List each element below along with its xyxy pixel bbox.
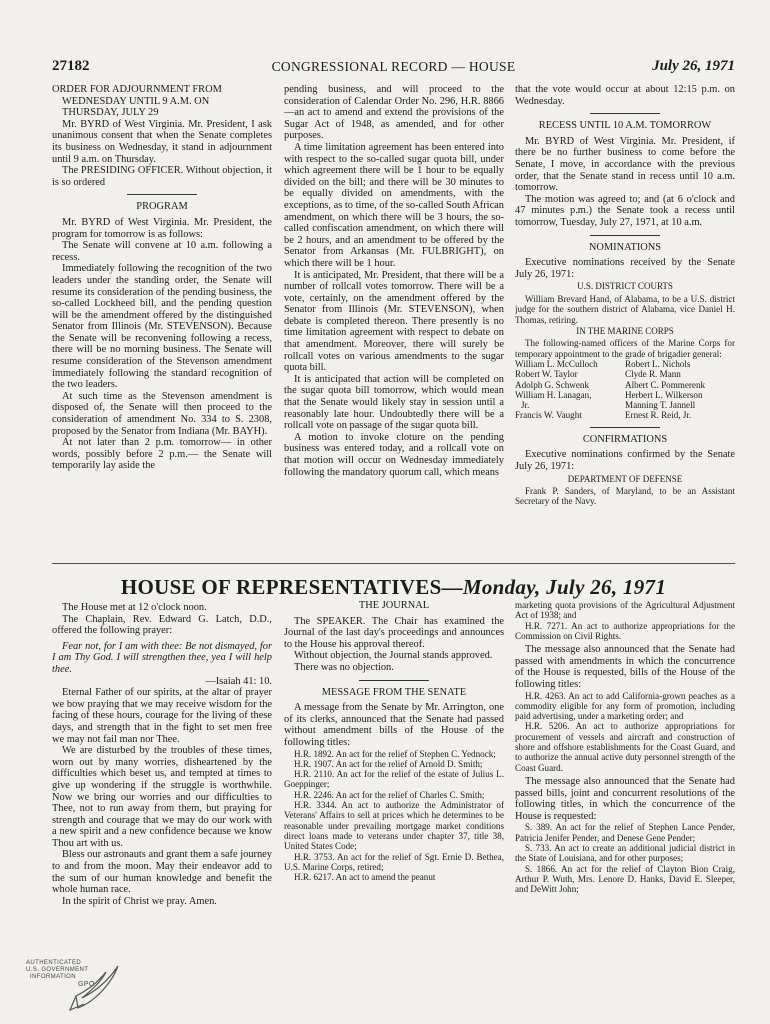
paragraph: Eternal Father of our spirits, at the altar of prayer we bow praying that we may receive wisdom for the facing of these hours, courage for the living of these days, and strength that in the fight to set men free we may not fail man nor Thee.	[52, 687, 272, 745]
paragraph: A motion to invoke cloture on the pending business was entered today, and a rollcall vote on that motion will occur on Wednesday immediately following the mandatory quorum call, which means	[284, 431, 504, 478]
nominee-name: Robert W. Taylor	[515, 369, 578, 380]
seal-line: INFORMATION	[30, 974, 76, 980]
bill-entry: H.R. 2110. An act for the relief of the estate of Julius L. Goeppinger;	[284, 769, 504, 790]
section-heading: PROGRAM	[136, 201, 188, 213]
senate-column-2	[284, 84, 504, 554]
nominee-name: Manning T. Jannell	[625, 400, 696, 411]
section-heading: CONFIRMATIONS	[582, 433, 668, 445]
seal-line: GPO	[78, 981, 95, 988]
nominee-name: Herbert L. Wilkerson	[625, 389, 703, 400]
paragraph: A time limitation agreement has been entered into with respect to the so-called sugar quota bill, under which agreement there will be 1 hour to be equally divided on the bill; and there will be 30 minutes to be equally divided on amendments, with the exceptions, as to time, of the so-called South African amendment, on which there will be 3 hours, the so-called confiscation amendment, on which there will be 2 hours, and an amendment to be offered by the Senator from Arkansas (Mr. FULBRIGHT), on which there will be 1 hour.	[284, 141, 504, 269]
page-header	[52, 58, 735, 76]
paragraph: that the vote would occur at about 12:15 p.m. on Wednesday.	[515, 84, 735, 107]
nominee-name: Robert L. Nichols	[625, 358, 691, 369]
nominee-name: Francis W. Vaught	[515, 410, 582, 421]
paragraph: Without objection, the Journal stands approved.	[294, 650, 493, 662]
subheading: DEPARTMENT OF DEFENSE	[567, 473, 683, 484]
section-heading: WEDNESDAY UNTIL 9 A.M. ON	[62, 95, 210, 107]
paragraph: Frank P. Sanders, of Maryland, to be an Assistant Secretary of the Navy.	[515, 486, 735, 507]
paragraph: The message also announced that the Senate had passed with amendments in which the concurrence of the House is requested, bills of the House of the following titles:	[515, 644, 735, 690]
paragraph: It is anticipated that action will be completed on the sugar quota bill tomorrow, which would mean that the Senate would likely stay in session until a reasonably late hour. Undoubtedly there will be a rollcall vote on passage of the sugar quota bill.	[284, 373, 504, 432]
senate-column-3	[515, 84, 735, 554]
bill-entry: H.R. 2246. An act for the relief of Charles C. Smith;	[294, 789, 485, 800]
divider	[590, 235, 660, 236]
paragraph: Executive nominations received by the Senate July 26, 1971:	[515, 257, 735, 280]
paragraph: The motion was agreed to; and (at 6 o'clock and 47 minutes p.m.) the Senate took a recess until tomorrow, Tuesday, July 27, 1971, at 10 a.m.	[515, 193, 735, 228]
nominee-name: William H. Lanagan,	[515, 389, 592, 400]
journal-title: CONGRESSIONAL RECORD — HOUSE	[271, 59, 516, 74]
scripture-quote: Fear not, for I am with thee: Be not dismayed, for I am Thy God. I will strengthen thee, yea I will help thee.	[52, 640, 272, 675]
divider	[359, 680, 429, 681]
paragraph: The SPEAKER. The Chair has examined the Journal of the last day's proceedings and announces to the House his approval thereof.	[284, 615, 504, 650]
nominee-name: Jr.	[521, 400, 530, 411]
section-heading: NOMINATIONS	[588, 241, 662, 253]
section-heading: MESSAGE FROM THE SENATE	[321, 686, 467, 698]
bill-entry: S. 1866. An act for the relief of Clayton Bion Craig, Arthur P. Wuth, Mrs. Lenore D. Hanks, David E. Sleeper, and DeWitt John;	[515, 863, 735, 895]
paragraph: pending business, and will proceed to the consideration of Calendar Order No. 296, H.R. 8866—an act to amend and extend the provisions of the Sugar Act of 1948, as amended, and for other purposes.	[284, 84, 504, 142]
bill-entry: S. 733. An act to create an additional judicial district in the State of Louisiana, and for other purposes;	[515, 842, 735, 864]
section-divider	[52, 563, 735, 564]
header-date: July 26, 1971	[652, 58, 735, 74]
paragraph: The House met at 12 o'clock noon.	[62, 602, 207, 613]
divider	[590, 113, 660, 114]
house-column-3	[515, 600, 735, 960]
house-banner-title: HOUSE OF REPRESENTATIVES—	[120, 575, 463, 599]
paragraph: The following-named officers of the Marine Corps for temporary appointment to the grade of brigadier general:	[515, 338, 735, 359]
paragraph: Mr. BYRD of West Virginia. Mr. President, the program for tomorrow is as follows:	[52, 216, 272, 240]
bill-entry: S. 389. An act for the relief of Stephen Lance Pender, Patricia Jenifer Pender, and Denese Gene Pender;	[515, 822, 735, 843]
house-banner-date: Monday, July 26, 1971	[462, 575, 667, 599]
subheading: U.S. DISTRICT COURTS	[577, 281, 673, 292]
bill-entry: H.R. 7271. An act to authorize appropriations for the Commission on Civil Rights.	[515, 620, 735, 641]
senate-column-1	[52, 84, 272, 554]
paragraph: The message also announced that the Senate had passed bills, joint and concurrent resolutions of the following titles, in which the concurrence of the House is requested:	[515, 775, 735, 822]
paragraph: Executive nominations confirmed by the Senate July 26, 1971:	[515, 449, 735, 472]
subheading: IN THE MARINE CORPS	[576, 325, 674, 336]
nominee-name: Albert C. Pommerenk	[625, 379, 706, 390]
bill-entry: marketing quota provisions of the Agricultural Adjustment Act of 1938; and	[515, 600, 735, 621]
seal-line: U.S. GOVERNMENT	[26, 967, 89, 973]
page-number: 27182	[52, 58, 90, 74]
paragraph: At not later than 2 p.m. tomorrow— in other words, possibly before 2 p.m.— the Senate will temporarily lay aside the	[52, 437, 272, 472]
nominee-name: Adolph G. Schwenk	[515, 379, 590, 390]
paragraph: There was no objection.	[294, 661, 394, 673]
paragraph: William Brevard Hand, of Alabama, to be a U.S. district judge for the southern district of Alabama, vice Daniel H. Thomas, retiring.	[515, 293, 735, 325]
bill-entry: H.R. 6217. An act to amend the peanut	[294, 872, 436, 883]
section-heading: THURSDAY, JULY 29	[62, 107, 159, 119]
nominee-name: William L. McCulloch	[515, 358, 598, 369]
bill-entry: H.R. 1892. An act for the relief of Stephen C. Yednock;	[294, 748, 496, 759]
bill-entry: H.R. 1907. An act for the relief of Arnold D. Smith;	[294, 758, 483, 769]
paragraph: At such time as the Stevenson amendment is disposed of, the Senate will then proceed to the consideration of amendment No. 334 to S. 2308, proposed by the Senator from Indiana (Mr. BAYH).	[52, 390, 272, 437]
seal-line: AUTHENTICATED	[26, 960, 82, 966]
house-column-2	[284, 600, 504, 960]
paragraph: The PRESIDING OFFICER. Without objection, it is so ordered	[52, 165, 272, 188]
divider	[127, 194, 197, 195]
paragraph: It is anticipated, Mr. President, that there will be a number of rollcall votes tomorrow. There will be a vote, certainly, on the amendment offered by the Senator from Illinois (Mr. STEVENSON), when debate is completed thereon. There presently is no time limitation agreement with respect to debate on that amendment. Moreover, there will surely be rollcall votes on various amendments to the sugar quota bill.	[284, 269, 504, 374]
paragraph: A message from the Senate by Mr. Arrington, one of its clerks, announced that the Senate had passed without amendment bills of the House of the following titles:	[284, 702, 504, 748]
nominee-name: Ernest R. Reid, Jr.	[625, 410, 692, 421]
gpo-authentication-seal	[18, 960, 128, 1015]
paragraph: Mr. BYRD of West Virginia. Mr. President, I ask unanimous consent that when the Senate completes its business on Wednesday, it stand in adjournment until 9 a.m. on Thursday.	[52, 118, 272, 165]
bill-entry: H.R. 4263. An act to add California-grown peaches as a commodity eligible for any form of promotion, including paid advertising, under a marketing order; and	[515, 690, 735, 722]
bill-entry: H.R. 3344. An act to authorize the Administrator of Veterans' Affairs to sell at prices which he determines to be reasonable under prevailing mortgage market conditions direct loans made to veterans under chapter 37, title 38, United States Code;	[284, 800, 504, 852]
paragraph: We are disturbed by the troubles of these times, worn out by many worries, disheartened by the difficulties which beset us, and tempted at times to give up wondering if the struggle is worthwhile. Now we bring our worries and our difficulties to Thee, not to run away from them, but praying for strength and courage that we may do our work with a new spirit and a new confidence because we know Thou art with us.	[52, 745, 272, 849]
house-banner	[52, 575, 735, 600]
paragraph: The Senate will convene at 10 a.m. following a recess.	[52, 240, 272, 263]
paragraph: Immediately following the recognition of the two leaders under the standing order, the Senate will resume its consideration of the pending business, the so-called Lockheed bill, and the pending question will be the amendment offered by the distinguished Senator from Illinois (Mr. STEVENSON). Because the Senate will be reconvening following a recess, there will be no morning business. The Senate will resume consideration of the Stevenson amendment immediately following the standard recognition of the two leaders.	[52, 263, 272, 391]
nominee-name: Clyde R. Mann	[625, 369, 681, 380]
section-heading: THE JOURNAL	[358, 600, 430, 611]
section-heading: ORDER FOR ADJOURNMENT FROM	[52, 84, 222, 95]
paragraph: Bless our astronauts and grant them a safe journey to and from the moon. May their endeavor add to the sum of our human knowledge and benefit the whole human race.	[52, 849, 272, 896]
bill-entry: H.R. 5206. An act to authorize appropriations for procurement of vessels and aircraft and construction of shore and offshore establishments for the Coast Guard, and to authorize the annual active duty personnel strength of the Coast Guard.	[515, 721, 735, 773]
house-column-1	[52, 602, 272, 957]
paragraph: Mr. BYRD of West Virginia. Mr. President, if there be no further business to come before the Senate, I move, in accordance with the previous order, that the Senate stand in recess until 10 a.m. tomorrow.	[515, 135, 735, 194]
section-heading: RECESS UNTIL 10 A.M. TOMORROW	[538, 120, 712, 132]
bill-entry: H.R. 3753. An act for the relief of Sgt. Ernie D. Bethea, U.S. Marine Corps, retired;	[284, 851, 504, 872]
paragraph: The Chaplain, Rev. Edward G. Latch, D.D., offered the following prayer:	[52, 613, 272, 637]
authentication-text	[26, 960, 95, 988]
paragraph: In the spirit of Christ we pray. Amen.	[62, 895, 217, 907]
scripture-reference: —Isaiah 41: 10.	[205, 675, 272, 687]
nominee-list	[515, 359, 735, 421]
divider	[590, 427, 660, 428]
